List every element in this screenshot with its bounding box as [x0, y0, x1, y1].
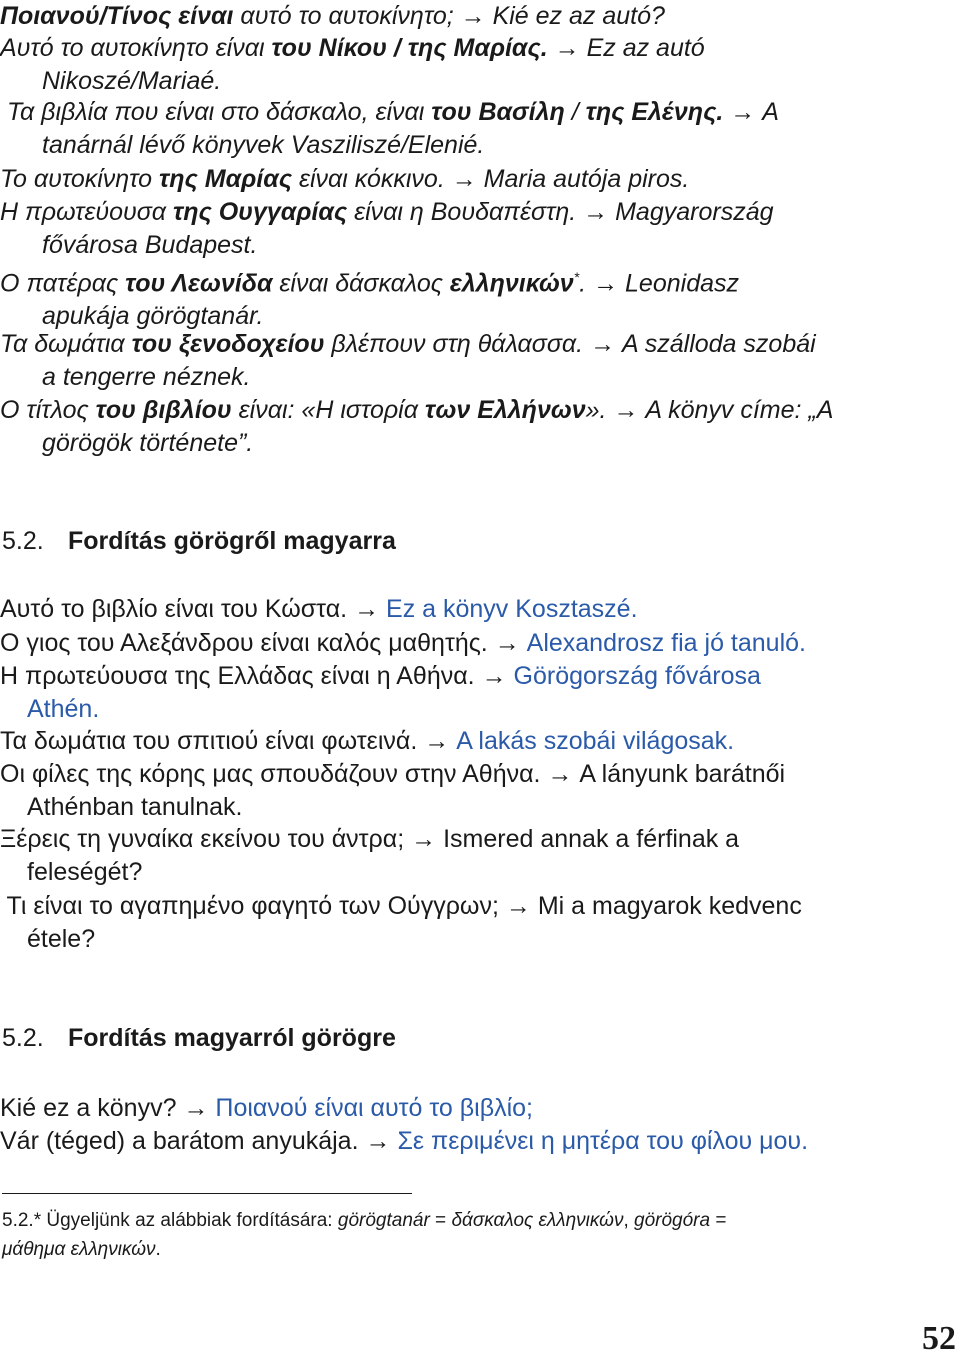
greek-text: /: [564, 98, 586, 126]
hungarian-text: Leonidasz: [625, 269, 740, 298]
hungarian-text-cont: feleségét?: [27, 857, 143, 886]
greek-answer: Ποιανού είναι αυτό το βιβλίο;: [215, 1094, 533, 1122]
greek-text: .: [579, 269, 587, 298]
example-5: [0, 196, 955, 261]
greek-text: είναι δάσκαλος: [272, 269, 450, 298]
section-number: 5.2.: [2, 527, 44, 555]
greek-text: Το αυτοκίνητο: [0, 165, 160, 193]
example-8: [0, 394, 955, 459]
hungarian-text: Kié ez az autó?: [492, 2, 665, 30]
arrow-right-icon: →: [411, 825, 437, 853]
greek-text: είναι κόκκινο.: [292, 165, 445, 193]
hungarian-text: Magyarország: [615, 198, 774, 226]
hungarian-text: Ismered annak a férfinak a: [443, 825, 740, 853]
footnote-end: .: [155, 1239, 161, 1260]
footnote-marker: *: [573, 269, 580, 285]
hungarian-text: A: [762, 98, 779, 126]
footnote-equals: =: [429, 1210, 452, 1231]
arrow-right-icon: →: [481, 662, 507, 690]
greek-text: Ο τίτλος: [0, 396, 96, 424]
greek-text: Αυτό το βιβλίο είναι του Κώστα.: [0, 595, 348, 623]
exercise-row: [0, 823, 955, 888]
footnote-term: görögtanár: [337, 1210, 430, 1231]
hungarian-answer: Görögország fővárosa: [513, 662, 761, 690]
arrow-right-icon: →: [365, 1127, 391, 1155]
arrow-right-icon: →: [554, 34, 580, 62]
greek-text: Οι φίλες της κόρης μας σπουδάζουν στην Αθήνα.: [0, 760, 541, 788]
example-4: [0, 163, 955, 196]
example-3: [0, 96, 955, 161]
hungarian-text: A könyv címe: „A: [645, 396, 834, 424]
hungarian-text: Maria autója piros.: [483, 165, 690, 193]
footnote: [2, 1206, 952, 1264]
section-title: Fordítás magyarról görögre: [68, 1024, 396, 1052]
exercise-row: [0, 660, 955, 725]
greek-answer: Σε περιμένει η μητέρα του φίλου μου.: [397, 1127, 809, 1155]
section-title: Fordítás görögről magyarra: [68, 527, 396, 555]
greek-text: ».: [585, 396, 607, 424]
arrow-right-icon: →: [354, 595, 380, 623]
greek-text: αυτό το αυτοκίνητο;: [233, 2, 454, 30]
hungarian-text: Vár (téged) a barátom anyukája.: [0, 1127, 359, 1155]
greek-bold: της Ελένης.: [585, 98, 724, 126]
arrow-right-icon: →: [451, 165, 477, 193]
greek-text: Τα δωμάτια του σπιτιού είναι φωτεινά.: [0, 727, 418, 755]
hungarian-text-cont: apukája görögtanár.: [42, 301, 264, 330]
hungarian-text: A lányunk barátnői: [579, 760, 786, 788]
hungarian-text-cont: görögök története”.: [42, 428, 254, 457]
exercise-row: [0, 1125, 955, 1158]
greek-text: Η πρωτεύουσα: [0, 198, 173, 226]
footnote-label: 5.2.* Ügyeljünk az alábbiak fordítására:: [2, 1210, 333, 1231]
greek-text: Ξέρεις τη γυναίκα εκείνου του άντρα;: [0, 825, 405, 853]
hungarian-answer-cont: Athén.: [27, 694, 100, 723]
arrow-right-icon: →: [730, 98, 756, 126]
arrow-right-icon: →: [494, 629, 520, 657]
exercise-row: [0, 593, 955, 626]
arrow-right-icon: →: [593, 269, 619, 298]
greek-text: είναι: «Η ιστορία: [231, 396, 425, 424]
hungarian-text-cont: Nikoszé/Mariaé.: [42, 66, 222, 95]
greek-bold: του Βασίλη: [431, 98, 565, 126]
arrow-right-icon: →: [613, 396, 639, 424]
footnote-term: δάσκαλος ελληνικών: [451, 1210, 624, 1231]
greek-text: Τα δωμάτια: [0, 330, 132, 358]
arrow-right-icon: →: [460, 2, 486, 30]
arrow-right-icon: →: [590, 330, 616, 358]
greek-bold: του Νίκου / της Μαρίας.: [271, 34, 548, 62]
hungarian-text: Mi a magyarok kedvenc: [537, 892, 802, 920]
hungarian-text-cont: tanárnál lévő könyvek Vasziliszé/Elenié.: [42, 130, 485, 159]
hungarian-text-cont: a tengerre néznek.: [42, 362, 251, 391]
hungarian-text-cont: fővárosa Budapest.: [42, 230, 258, 259]
greek-bold: του βιβλίου: [95, 396, 232, 424]
hungarian-text-cont: étele?: [27, 924, 96, 953]
hungarian-text: Kié ez a könyv?: [0, 1094, 177, 1122]
greek-bold: Ποιανού/Τίνος είναι: [0, 2, 234, 30]
hungarian-answer: Ez a könyv Kosztaszé.: [386, 595, 638, 623]
example-1: [0, 0, 955, 33]
exercise-row: [0, 758, 955, 823]
footnote-equals: =: [710, 1210, 727, 1231]
greek-text: Τα βιβλία που είναι στο δάσκαλο, είναι: [6, 98, 432, 126]
example-2: [0, 32, 955, 97]
exercise-row: [0, 725, 955, 758]
footnote-term: görögóra: [634, 1210, 711, 1231]
arrow-right-icon: →: [505, 892, 531, 920]
greek-bold: του Λεωνίδα: [125, 269, 273, 298]
greek-bold: του ξενοδοχείου: [131, 330, 325, 358]
exercise-row: [0, 627, 955, 660]
greek-bold: της Μαρίας: [159, 165, 293, 193]
arrow-right-icon: →: [583, 198, 609, 226]
exercise-row: [0, 890, 955, 955]
greek-text: Η πρωτεύουσα της Ελλάδας είναι η Αθήνα.: [0, 662, 475, 690]
section-number: 5.2.: [2, 1024, 44, 1052]
footnote-divider: [2, 1193, 412, 1194]
greek-bold: ελληνικών: [449, 269, 574, 298]
greek-bold: των Ελλήνων: [424, 396, 586, 424]
hungarian-text: A szálloda szobái: [622, 330, 816, 358]
example-7: [0, 328, 955, 393]
section-heading-hungarian-to-greek: [2, 1024, 396, 1053]
greek-text: Τι είναι το αγαπημένο φαγητό των Ούγγρων;: [0, 892, 499, 920]
hungarian-answer: Alexandrosz fia jó tanuló.: [526, 629, 806, 657]
arrow-right-icon: →: [424, 727, 450, 755]
footnote-separator: ,: [623, 1210, 629, 1231]
hungarian-answer: A lakás szobái világosak.: [456, 727, 735, 755]
greek-text: Αυτό το αυτοκίνητο είναι: [0, 34, 272, 62]
example-6: [0, 261, 955, 332]
section-heading-greek-to-hungarian: [2, 527, 396, 556]
hungarian-text-cont: Athénban tanulnak.: [27, 792, 243, 821]
exercise-row: [0, 1092, 955, 1125]
page-number: 52: [922, 1320, 956, 1357]
greek-bold: της Ουγγαρίας: [173, 198, 348, 226]
greek-text: είναι η Βουδαπέστη.: [347, 198, 577, 226]
arrow-right-icon: →: [183, 1094, 209, 1122]
footnote-term: μάθημα ελληνικών: [2, 1239, 156, 1260]
greek-text: Ο γιος του Αλεξάνδρου είναι καλός μαθητής.: [0, 629, 488, 657]
greek-text: Ο πατέρας: [0, 269, 126, 298]
arrow-right-icon: →: [547, 760, 573, 788]
greek-text: βλέπουν στη θάλασσα.: [324, 330, 584, 358]
hungarian-text: Ez az autó: [586, 34, 705, 62]
